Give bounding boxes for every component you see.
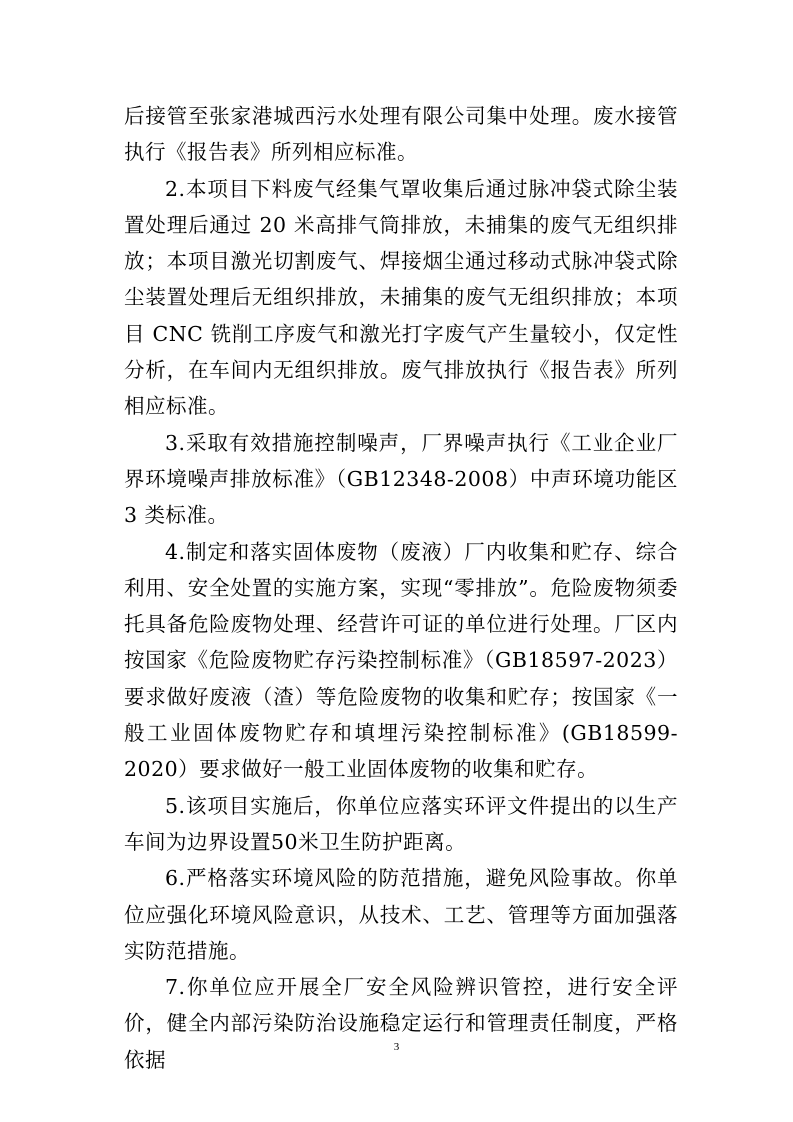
- page-number: 3: [393, 1041, 400, 1053]
- paragraph-item-2: 2.本项目下料废气经集气罩收集后通过脉冲袋式除尘装置处理后通过 20 米高排气筒排放，未捕集的废气无组织排放；本项目激光切割废气、焊接烟尘通过移动式脉冲袋式除尘装置处理后无组织排放，未捕集的废气无组织排放；本项目 CNC 铣削工序废气和激光打字废气产生量较小，仅定性分析，在车间内无组织排放。废气排放执行《报告表》所列相应标准。: [124, 176, 678, 419]
- paragraph-item-4: 4.制定和落实固体废物（废液）厂内收集和贮存、综合利用、安全处置的实施方案，实现“零排放”。危险废物须委托具备危险废物处理、经营许可证的单位进行处理。厂区内按国家《危险废物贮存污染控制标准》（GB18597-2023）要求做好废液（渣）等危险废物的收集和贮存；按国家《一般工业固体废物贮存和填埋污染控制标准》(GB18599-2020）要求做好一般工业固体废物的收集和贮存。: [124, 539, 678, 782]
- paragraph-item-3: 3.采取有效措施控制噪声，厂界噪声执行《工业企业厂界环境噪声排放标准》（GB12348-2008）中声环境功能区 3 类标准。: [124, 430, 678, 528]
- paragraph-item-7: 7.你单位应开展全厂安全风险辨识管控，进行安全评价，健全内部污染防治设施稳定运行和管理责任制度，严格依据: [124, 975, 678, 1072]
- paragraph-continuation: 后接管至张家港城西污水处理有限公司集中处理。废水接管执行《报告表》所列相应标准。: [124, 104, 678, 165]
- paragraph-item-6: 6.严格落实环境风险的防范措施，避免风险事故。你单位应强化环境风险意识，从技术、工艺、管理等方面加强落实防范措施。: [124, 866, 678, 963]
- paragraph-item-5: 5.该项目实施后，你单位应落实环评文件提出的以生产车间为边界设置50米卫生防护距离。: [124, 793, 678, 854]
- body-text: [124, 98, 678, 1078]
